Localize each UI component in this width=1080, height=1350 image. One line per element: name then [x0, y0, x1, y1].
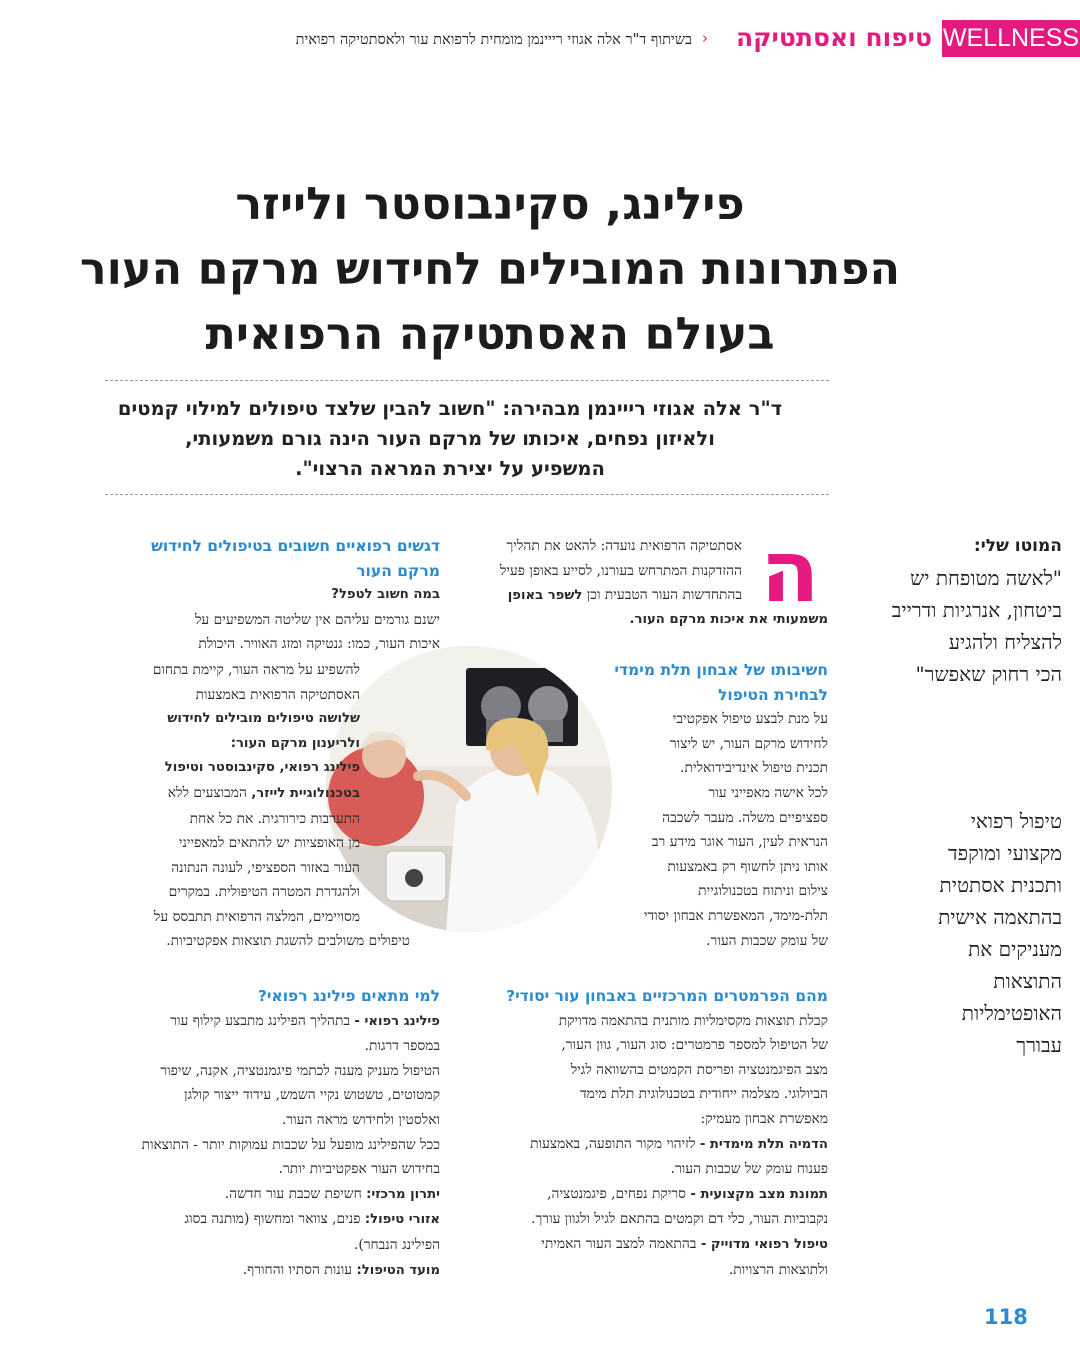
motto-box [852, 530, 1062, 690]
body-line: קמטוטים, טשטוש נקיי השמש, עידוד ייצור קולגן [184, 1087, 440, 1104]
body-line: בהתחדשות העור הטבעית וכן [586, 587, 742, 604]
body-line: של עומק שכבות העור. [706, 932, 828, 949]
section-heading: למי מתאים פילינג רפואי? [257, 987, 440, 1005]
body-line: הנראית לעין, העור אוגר מידע רב [651, 834, 828, 851]
quote-line: טיפול רפואי [970, 809, 1062, 833]
drop-cap: ה [760, 522, 820, 622]
body-line: תלת-מימד, המאפשרת אבחון יסודי [643, 907, 828, 924]
clinic-photo [326, 646, 612, 932]
body-line: האסתטיקה הרפואית באמצעות [195, 686, 360, 703]
body-line: לחידוש מרקם העור, יש ליצור [669, 735, 828, 752]
body-line: בהתאמה למצב העור האמיתי [541, 1235, 701, 1252]
quote-line: עבורך [1016, 1033, 1062, 1057]
body-line: פנים, צוואר ומחשוף (מותנה בסוג [184, 1211, 365, 1228]
body-line: מצב הפיגמנטציה ופריסת הקמטים בהשוואה לגיל [570, 1061, 828, 1078]
body-line: הפילינג הנבחר). [353, 1236, 440, 1253]
item-label: טיפול רפואי מדוייק - [700, 1236, 828, 1252]
motto-line: הכי רחוק שאפשר" [915, 662, 1062, 686]
chevron-left-icon: ‹ [702, 29, 708, 47]
body-line: ספציפיים משלה. מעבר לשכבה [662, 809, 828, 826]
emphases-end [80, 929, 410, 954]
body-line: קבלת תוצאות מקסימליות מותנית בהתאמה מדויקת [558, 1012, 828, 1029]
fact-label: יתרון מרכזי: [366, 1186, 440, 1202]
quote-line: התוצאות [993, 969, 1062, 993]
bold-text: לשפר באופן [507, 588, 583, 604]
body-line: העור באזור הספציפי, לעונה הנתונה [171, 859, 360, 876]
body-line: אסתטיקה הרפואית נועדה: להאט את תהליך [506, 538, 742, 554]
body-line: מאפשרת אבחון מעמיק: [700, 1110, 828, 1127]
quote-line: ותכנית אסתטית [939, 873, 1062, 897]
body-line: תכנית טיפול אינדיבידואלית. [680, 760, 828, 777]
body-line: לכל אישה מאפייני עור [708, 784, 828, 801]
section-heading: לבחירת הטיפול [718, 685, 828, 704]
body-line: המבוצעים ללא [167, 784, 252, 801]
article-lead [100, 394, 800, 484]
body-line: הטיפול מעניק מענה לכתמי פיגמנטציה, אקנה, שיפור [160, 1062, 440, 1079]
title-line: הפתרונות המובילים לחידוש מרקם העור [79, 244, 901, 295]
emphases-section [90, 534, 440, 657]
bold-text: בטכנולוגיית לייזר, [251, 785, 360, 801]
quote-line: האופטימליות [961, 1001, 1062, 1025]
motto-line: "לאשה מטופחת יש [910, 566, 1062, 590]
article-title [40, 172, 940, 367]
body-line: אותו ניתן לחשוף רק באמצעות [667, 858, 828, 875]
body-line: ככל שהפילינג מופעל על שכבות עמוקות יותר - התוצאות [141, 1136, 440, 1153]
section-heading: דגשים רפואיים חשובים בטיפולים לחידוש [151, 537, 440, 555]
body-line: טיפולים משולבים להשגת תוצאות אפקטיביות. [166, 933, 410, 949]
page-number: 118 [984, 1305, 1028, 1329]
lead-line: ד"ר אלה אגוזי רייינמן מבהירה: "חשוב להבין שלצד טיפולים למילוי קמטים [117, 397, 783, 420]
item-label: הדמיה תלת מימדית - [699, 1136, 828, 1152]
section-title: טיפוח ואסתטיקה [735, 23, 932, 52]
item-label: פילינג רפואי - [354, 1013, 440, 1029]
fact-label: מועד הטיפול: [356, 1262, 440, 1278]
section-heading: מרקם העור [356, 561, 440, 580]
body-line: לזיהוי מקור התופעה, באמצעות [530, 1135, 700, 1152]
body-line: מסויימים, המלצה הרפואית תתבסס על [153, 908, 360, 925]
parameters-section [478, 984, 828, 1282]
body-line: התערבות כירורגית. את כל אחת [189, 810, 360, 827]
fact-label: אזורי טיפול: [364, 1212, 440, 1228]
clinic-photo-illustration [326, 646, 612, 932]
quote-line: מקצועי ומוקפד [948, 841, 1062, 865]
title-line: בעולם האסתטיקה הרפואית [205, 309, 775, 360]
body-line: חשיפת שכבת עור חדשה. [224, 1185, 367, 1202]
bold-line: משמעותי את איכות מרקם העור. [629, 612, 828, 627]
bold-line: ולריענון מרקם העור: [230, 735, 360, 751]
body-line: בתהליך הפילינג מתבצע קילוף עור [170, 1012, 355, 1029]
motto-line: להצליח ולהגיע [948, 630, 1062, 654]
body-line: איכות העור, כמו: גנטיקה ומזג האוויר. היכולת [198, 636, 440, 653]
body-line: במספר דרגות. [364, 1038, 440, 1055]
subheading: במה חשוב לטפל? [331, 587, 440, 603]
body-line: של הטיפול למספר פרמטרים: סוג העור, גוון העור, [561, 1037, 828, 1054]
body-line: הביולוגי. מצלמה ייחודית בטכנולוגית תלת מימד [580, 1086, 828, 1103]
divider-top [105, 380, 829, 381]
divider-bottom [105, 494, 829, 495]
motto-heading: המוטו שלי: [973, 536, 1062, 556]
body-line: ישנם גורמים עליהם אין שליטה המשפיעים על [194, 611, 440, 628]
body-line: סריקת נפחים, פיגמנטציה, [547, 1185, 691, 1202]
peeling-section [80, 984, 440, 1283]
intro-closing [448, 608, 828, 633]
header-credit: בשיתוף ד"ר אלה אגוזי רייינמן מומחית לרפואת עור ולאסתטיקה רפואית [295, 32, 692, 48]
pull-quote [852, 805, 1062, 1061]
section-heading: מהם הפרמטרים המרכזיים באבחון עור יסודי? [506, 987, 828, 1005]
body-line: בחידוש העור אפקטיביות יותר. [278, 1161, 440, 1178]
title-line: פילינג, סקינבוסטר ולייזר [235, 179, 745, 230]
body-line: עונות הסתיו והחורף. [242, 1261, 357, 1278]
body-line: על מנת לבצע טיפול אפקטיבי [672, 711, 828, 728]
bold-line: פילינג רפואי, סקינבוסטר וטיפול [164, 760, 360, 776]
quote-line: מעניקים את [968, 937, 1062, 961]
body-line: מן האופציות יש להתאים למאפייני [178, 835, 360, 852]
body-line: להשפיע על מראה העור, קיימת בתחום [152, 662, 360, 678]
intro-paragraph [442, 534, 742, 609]
lead-line: ולאיזון נפחים, איכותו של מרקם העור הינה גורם משמעותי, [185, 427, 715, 450]
body-line: ולתוצאות הרצויות. [728, 1261, 828, 1278]
bold-line: שלושה טיפולים מובילים לחידוש [167, 711, 360, 727]
section-heading: חשיבותו של אבחון תלת מימדי [614, 661, 828, 679]
body-line: פענוח עומק של שכבות העור. [670, 1161, 828, 1178]
body-line: ואלסטין ולחידוש מראה העור. [281, 1111, 440, 1128]
body-line: ולהגדרת המטרה הטיפולית. במקרים [168, 884, 360, 901]
body-line: ההזדקנות המתרחש בעורנו, לסייע באופן פעיל [499, 562, 742, 579]
body-line: צילום וניתוח בטכנולוגיית [698, 883, 828, 900]
lead-line: המשפיע על יצירת המראה הרצוי". [295, 457, 605, 480]
quote-line: בהתאמה אישית [938, 905, 1062, 929]
item-label: תמונת מצב מקצועית - [690, 1186, 828, 1202]
motto-line: ביטחון, אנרגיות ודרייב [891, 598, 1062, 622]
emphases-wrap [90, 658, 360, 930]
body-line: נקבוביות העור, כלי דם וקמטים בהתאם לגיל ולגוון עורך. [531, 1211, 828, 1228]
section-tag: WELLNESS [942, 20, 1080, 57]
